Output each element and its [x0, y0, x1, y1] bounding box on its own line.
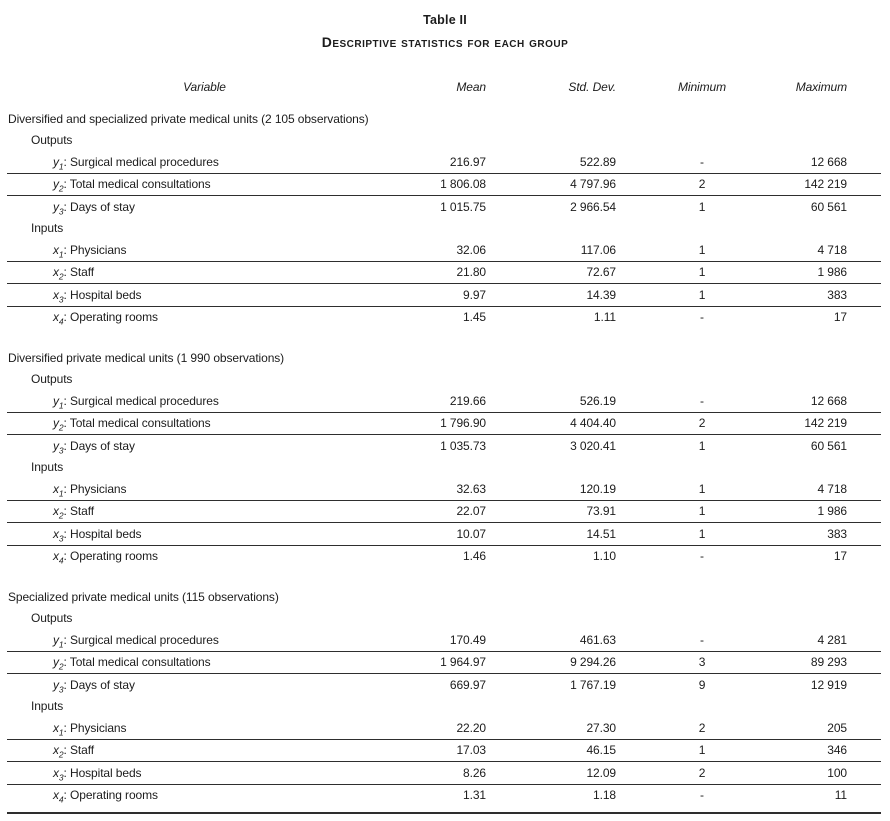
mean-cell: 219.66: [402, 390, 492, 412]
stddev-cell: 1.11: [593, 310, 616, 325]
minimum-cell: 1: [698, 199, 706, 214]
maximum-cell: 1 986: [782, 500, 881, 523]
stddev-cell: 2 966.54: [570, 199, 616, 214]
variable-subscript: 2: [58, 183, 64, 194]
mean-cell: 1 806.08: [402, 173, 492, 196]
minimum-cell: -: [622, 151, 782, 173]
minimum-cell: 1: [622, 523, 782, 546]
minimum-cell: -: [622, 629, 782, 651]
minimum-cell: 2: [622, 173, 782, 196]
stddev-cell: 1 767.19: [570, 677, 616, 692]
variable-cell: $x_4$: Operating rooms: [53, 788, 158, 805]
variable-symbol: x: [53, 242, 59, 257]
stddev-cell: 522.89: [492, 151, 622, 173]
group-heading: Diversified and specialized private medical units (2 105 observations): [8, 111, 369, 126]
mean-cell: 21.80: [402, 261, 492, 284]
mean-cell: 22.07: [402, 500, 492, 523]
mean-cell: 10.07: [402, 523, 492, 546]
mean-cell: 1 964.97: [402, 651, 492, 674]
variable-subscript: 3: [58, 294, 64, 305]
variable-subscript: 3: [58, 533, 64, 544]
mean-cell: 22.20: [402, 717, 492, 739]
variable-subscript: 2: [58, 271, 64, 282]
section-label-inputs: Inputs: [31, 699, 64, 714]
group-heading-row: [7, 347, 881, 369]
bottom-rule: [7, 812, 881, 814]
section-row: [7, 218, 881, 240]
stddev-cell: 461.63: [492, 629, 622, 651]
maximum-cell: 346: [782, 739, 881, 762]
mean-cell: 1.31: [463, 788, 486, 803]
mean-cell: 1 015.75: [440, 199, 486, 214]
variable-symbol: x: [53, 265, 59, 280]
minimum-cell: 1: [622, 284, 782, 307]
maximum-cell: 60 561: [810, 199, 847, 214]
table-row: [7, 412, 881, 435]
variable-subscript: 2: [58, 749, 64, 760]
section-row: [7, 130, 881, 152]
column-header-variable: Variable: [183, 80, 226, 94]
stddev-cell: 14.39: [492, 284, 622, 307]
table-row: [7, 196, 881, 218]
table-row: [7, 239, 881, 261]
maximum-cell: 60 561: [810, 438, 847, 453]
maximum-cell: 4 281: [782, 629, 881, 651]
table-row: [7, 478, 881, 500]
variable-subscript: 4: [58, 794, 64, 805]
table-row: [7, 306, 881, 328]
mean-cell: 32.63: [402, 478, 492, 500]
maximum-cell: 17: [833, 549, 847, 564]
section-label-outputs: Outputs: [31, 611, 73, 626]
variable-cell: $y_2$: Total medical consultations: [7, 412, 402, 435]
minimum-cell: 1: [622, 500, 782, 523]
minimum-cell: -: [700, 310, 704, 325]
stddev-cell: 1.10: [593, 549, 616, 564]
table-row: [7, 717, 881, 739]
table-row: [7, 545, 881, 567]
variable-cell: $x_2$: Staff: [7, 500, 402, 523]
section-label-outputs: Outputs: [31, 372, 73, 387]
variable-subscript: 3: [58, 772, 64, 783]
group-heading: Diversified private medical units (1 990 observations): [8, 350, 285, 365]
stddev-cell: 120.19: [492, 478, 622, 500]
variable-symbol: y: [53, 655, 59, 670]
variable-cell: $x_3$: Hospital beds: [7, 284, 402, 307]
mean-cell: 216.97: [402, 151, 492, 173]
variable-cell: $y_2$: Total medical consultations: [7, 173, 402, 196]
table-row: [7, 284, 881, 307]
maximum-cell: 142 219: [782, 412, 881, 435]
descriptive-statistics-table: [7, 76, 881, 806]
mean-cell: 1 796.90: [402, 412, 492, 435]
variable-cell: $y_1$: Surgical medical procedures: [7, 151, 402, 173]
section-label-inputs: Inputs: [31, 460, 64, 475]
minimum-cell: 1: [622, 239, 782, 261]
stddev-cell: 1.18: [593, 788, 616, 803]
variable-cell: $x_1$: Physicians: [7, 478, 402, 500]
variable-subscript: 2: [58, 510, 64, 521]
variable-cell: $y_3$: Days of stay: [53, 199, 135, 217]
section-row: [7, 457, 881, 479]
minimum-cell: 2: [622, 762, 782, 785]
maximum-cell: 17: [833, 310, 847, 325]
group-heading: Specialized private medical units (115 observations): [8, 589, 279, 604]
table-row: [7, 151, 881, 173]
variable-symbol: y: [53, 199, 59, 214]
variable-subscript: 4: [58, 316, 64, 327]
table-row: [7, 173, 881, 196]
mean-cell: 9.97: [402, 284, 492, 307]
stddev-cell: 12.09: [492, 762, 622, 785]
table-row: [7, 784, 881, 806]
variable-symbol: x: [53, 504, 59, 519]
mean-cell: 8.26: [402, 762, 492, 785]
table-subtitle: Descriptive statistics for each group: [321, 34, 569, 50]
minimum-cell: -: [622, 390, 782, 412]
minimum-cell: -: [700, 788, 704, 803]
table-row: [7, 261, 881, 284]
mean-cell: 669.97: [449, 677, 486, 692]
variable-subscript: 1: [58, 161, 64, 172]
variable-symbol: x: [53, 481, 59, 496]
variable-symbol: y: [53, 632, 59, 647]
maximum-cell: 12 668: [782, 151, 881, 173]
minimum-cell: 3: [622, 651, 782, 674]
group-spacer-cell: [7, 567, 881, 586]
variable-subscript: 3: [58, 206, 64, 217]
group-heading-row: [7, 108, 881, 130]
column-header-mean: Mean: [456, 80, 486, 94]
table-row: [7, 435, 881, 457]
table-row: [7, 762, 881, 785]
group-spacer: [7, 567, 881, 586]
variable-cell: $x_3$: Hospital beds: [7, 762, 402, 785]
stddev-cell: 117.06: [492, 239, 622, 261]
group-spacer-cell: [7, 328, 881, 347]
maximum-cell: 4 718: [782, 239, 881, 261]
variable-symbol: x: [53, 720, 59, 735]
stddev-cell: 4 404.40: [492, 412, 622, 435]
maximum-cell: 1 986: [782, 261, 881, 284]
variable-subscript: 2: [58, 422, 64, 433]
stddev-cell: 3 020.41: [570, 438, 616, 453]
variable-symbol: x: [53, 310, 59, 325]
stddev-cell: 73.91: [492, 500, 622, 523]
variable-symbol: y: [53, 177, 59, 192]
variable-cell: $x_1$: Physicians: [7, 717, 402, 739]
variable-subscript: 1: [58, 249, 64, 260]
stddev-cell: 27.30: [492, 717, 622, 739]
stddev-cell: 46.15: [492, 739, 622, 762]
section-label-outputs: Outputs: [31, 133, 73, 148]
minimum-cell: 1: [622, 739, 782, 762]
column-header-minimum: Minimum: [678, 80, 726, 94]
maximum-cell: 383: [782, 284, 881, 307]
variable-cell: $x_4$: Operating rooms: [53, 310, 158, 327]
mean-cell: 17.03: [402, 739, 492, 762]
column-header-stddev: Std. Dev.: [568, 80, 616, 94]
section-label-inputs: Inputs: [31, 221, 64, 236]
table-row: [7, 651, 881, 674]
variable-symbol: y: [53, 393, 59, 408]
mean-cell: 1 035.73: [440, 438, 486, 453]
variable-subscript: 4: [58, 555, 64, 566]
mean-cell: 1.45: [463, 310, 486, 325]
variable-cell: $x_4$: Operating rooms: [53, 549, 158, 566]
variable-symbol: y: [53, 438, 59, 453]
group-spacer: [7, 328, 881, 347]
variable-symbol: y: [53, 677, 59, 692]
variable-symbol: x: [53, 765, 59, 780]
stddev-cell: 14.51: [492, 523, 622, 546]
variable-cell: $x_3$: Hospital beds: [7, 523, 402, 546]
variable-cell: $x_2$: Staff: [7, 261, 402, 284]
maximum-cell: 100: [782, 762, 881, 785]
variable-cell: $y_2$: Total medical consultations: [7, 651, 402, 674]
variable-subscript: 3: [58, 684, 64, 695]
minimum-cell: 1: [622, 261, 782, 284]
maximum-cell: 12 919: [810, 677, 847, 692]
minimum-cell: 2: [622, 717, 782, 739]
column-header-maximum: Maximum: [795, 80, 847, 94]
variable-cell: $y_1$: Surgical medical procedures: [7, 629, 402, 651]
minimum-cell: 9: [698, 677, 706, 692]
variable-subscript: 1: [58, 400, 64, 411]
variable-cell: $y_1$: Surgical medical procedures: [7, 390, 402, 412]
variable-subscript: 2: [58, 661, 64, 672]
variable-subscript: 1: [58, 488, 64, 499]
minimum-cell: 2: [622, 412, 782, 435]
maximum-cell: 205: [782, 717, 881, 739]
variable-cell: $x_1$: Physicians: [7, 239, 402, 261]
minimum-cell: 1: [698, 438, 706, 453]
variable-subscript: 1: [58, 727, 64, 738]
mean-cell: 170.49: [402, 629, 492, 651]
variable-subscript: 1: [58, 639, 64, 650]
table-row: [7, 500, 881, 523]
variable-cell: $y_3$: Days of stay: [53, 438, 135, 456]
minimum-cell: 1: [622, 478, 782, 500]
group-heading-row: [7, 586, 881, 608]
maximum-cell: 11: [834, 788, 847, 803]
maximum-cell: 4 718: [782, 478, 881, 500]
variable-cell: $x_2$: Staff: [7, 739, 402, 762]
column-header-row: [7, 76, 881, 108]
mean-cell: 32.06: [402, 239, 492, 261]
maximum-cell: 12 668: [782, 390, 881, 412]
variable-cell: $y_3$: Days of stay: [53, 677, 135, 695]
maximum-cell: 89 293: [782, 651, 881, 674]
variable-symbol: y: [53, 416, 59, 431]
variable-symbol: x: [53, 788, 59, 803]
maximum-cell: 383: [782, 523, 881, 546]
table-title: Table II: [423, 13, 467, 27]
variable-symbol: x: [53, 287, 59, 302]
variable-symbol: y: [53, 154, 59, 169]
stddev-cell: 72.67: [492, 261, 622, 284]
table-row: [7, 629, 881, 651]
table-row: [7, 523, 881, 546]
section-row: [7, 608, 881, 630]
table-row: [7, 739, 881, 762]
table-row: [7, 674, 881, 696]
section-row: [7, 369, 881, 391]
section-row: [7, 696, 881, 718]
variable-symbol: x: [53, 549, 59, 564]
variable-subscript: 3: [58, 445, 64, 456]
maximum-cell: 142 219: [782, 173, 881, 196]
table-row: [7, 390, 881, 412]
stddev-cell: 4 797.96: [492, 173, 622, 196]
stddev-cell: 9 294.26: [492, 651, 622, 674]
minimum-cell: -: [700, 549, 704, 564]
variable-symbol: x: [53, 743, 59, 758]
stddev-cell: 526.19: [492, 390, 622, 412]
variable-symbol: x: [53, 526, 59, 541]
mean-cell: 1.46: [463, 549, 486, 564]
